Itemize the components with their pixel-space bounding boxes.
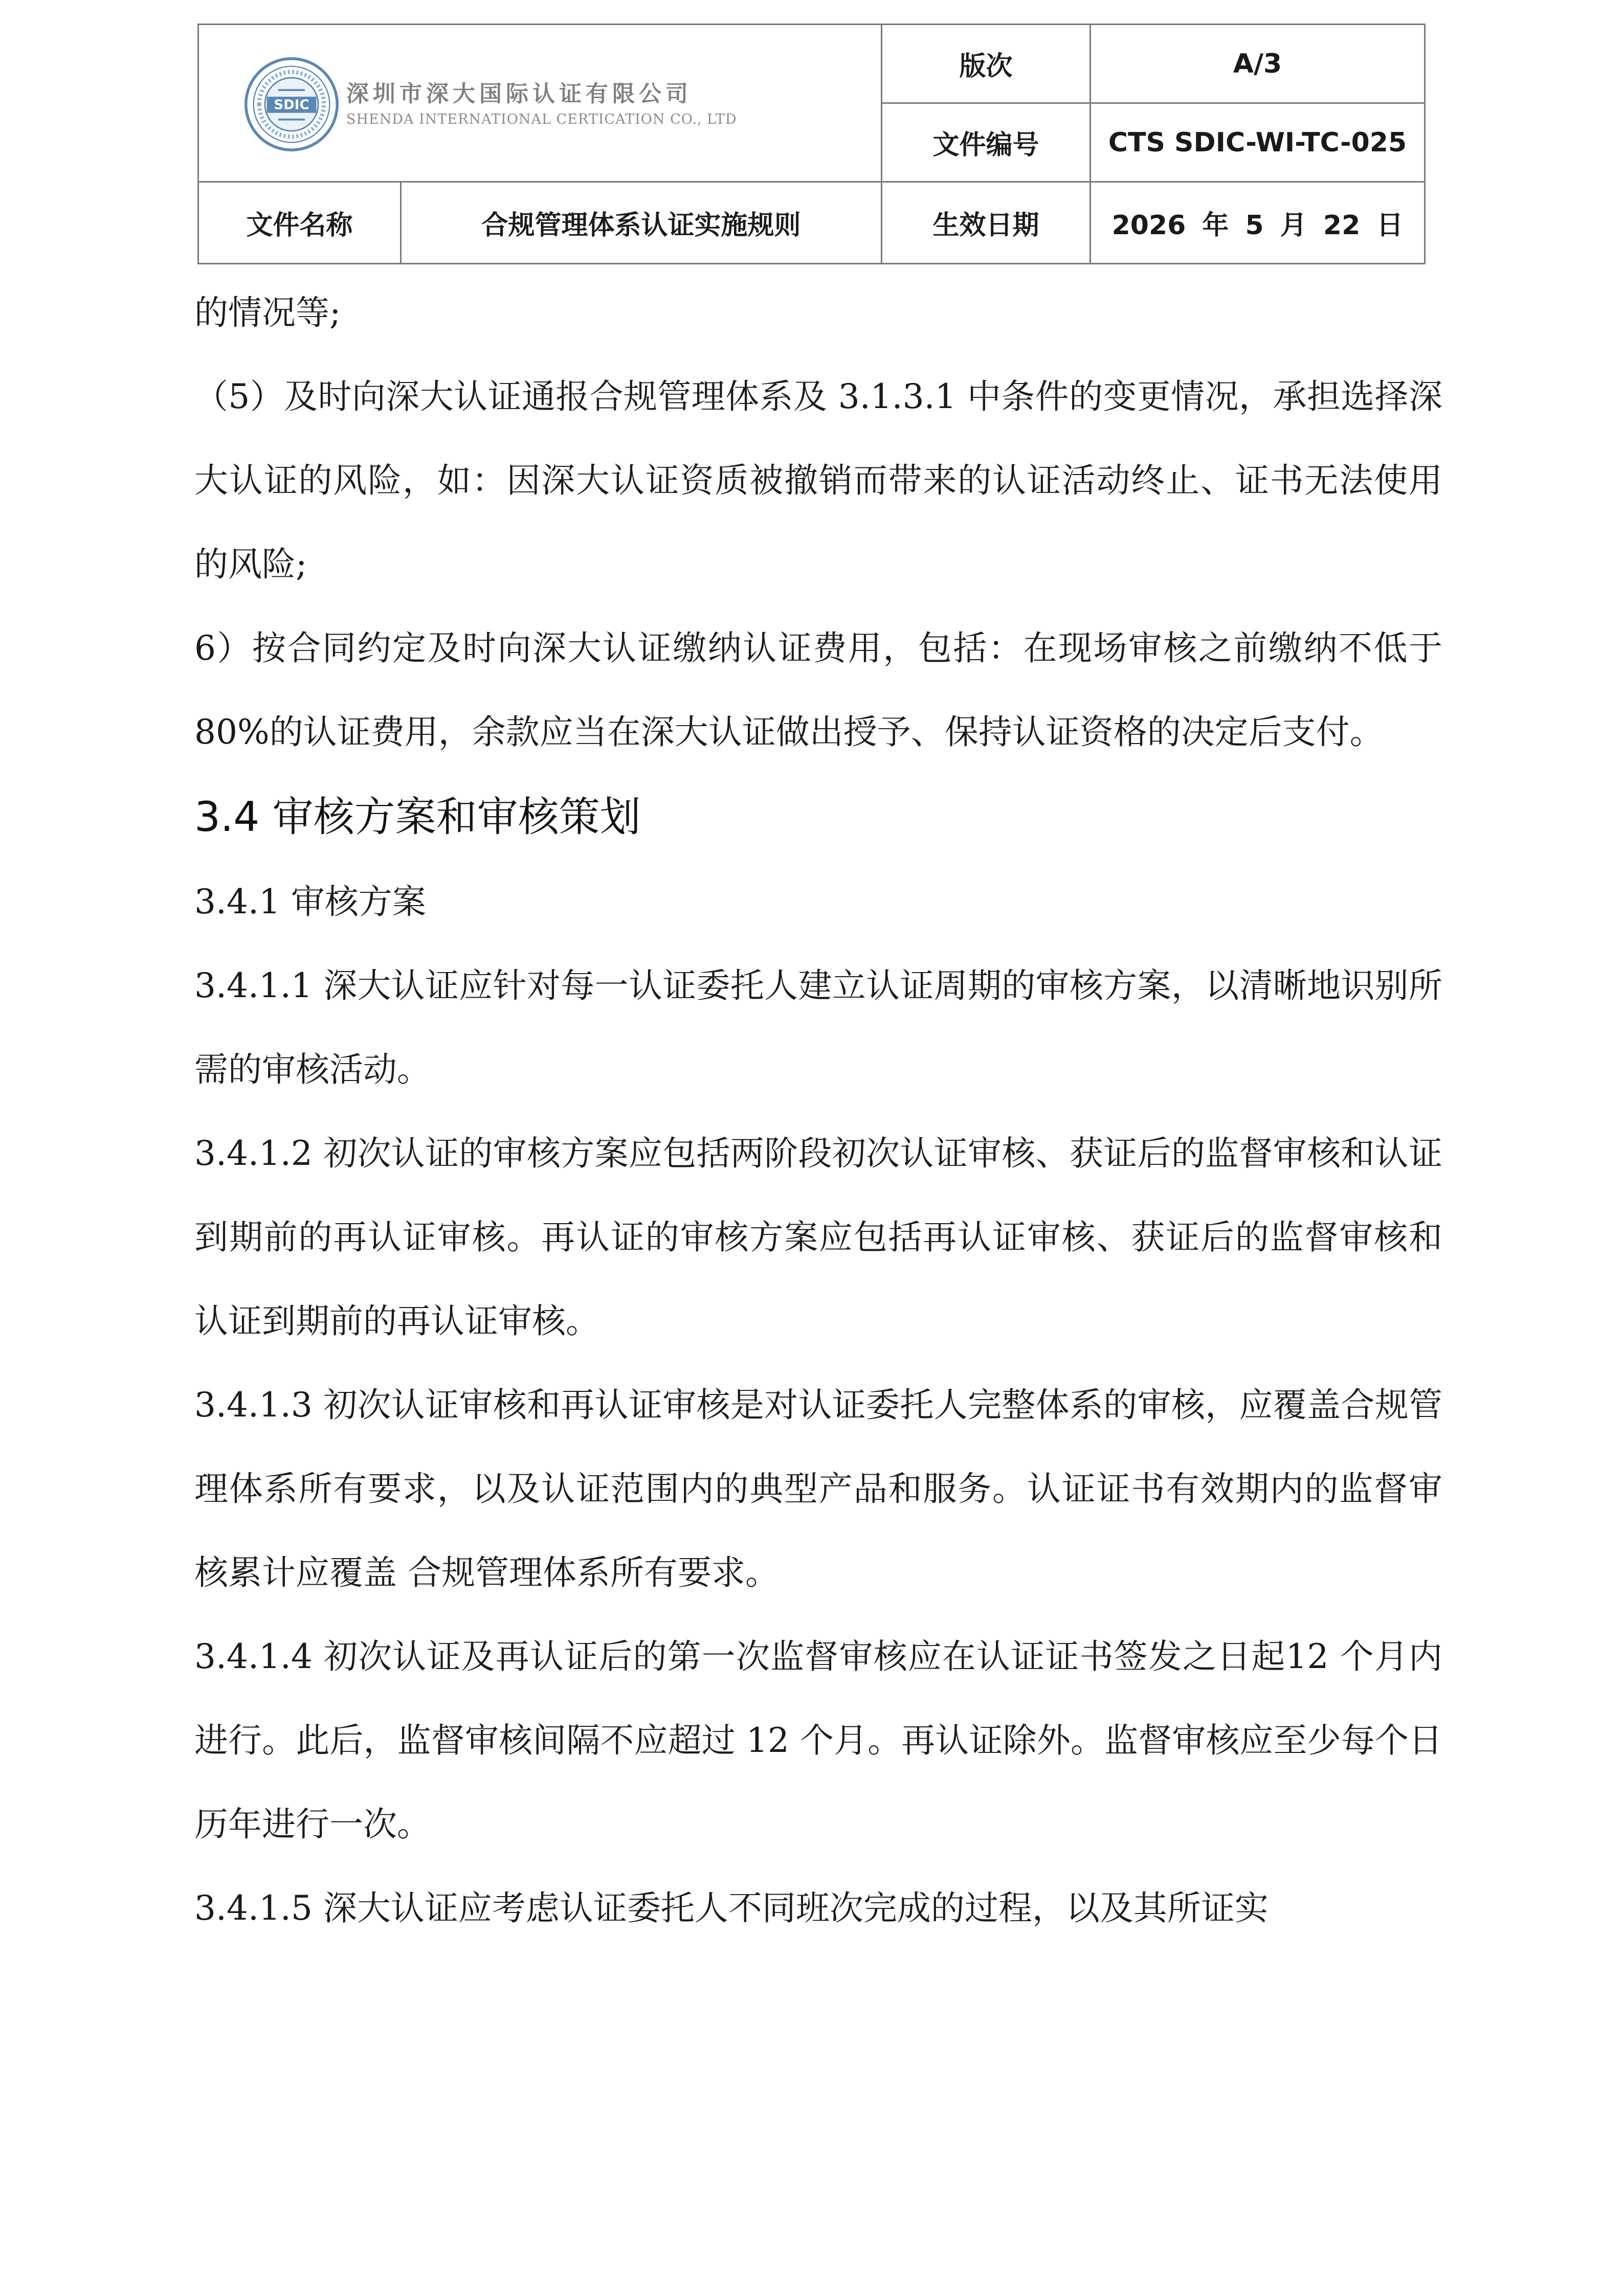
- svg-text:SDIC: SDIC: [274, 97, 309, 113]
- clause-paragraph: 3.4.1.5 深大认证应考虑认证委托人不同班次完成的过程，以及其所证实: [194, 1888, 1269, 1928]
- clause-paragraph: 3.4.1.2 初次认证的审核方案应包括两阶段初次认证审核、获证后的监督审核和认证到期前的再认证审核。再认证的审核方案应包括再认证审核、获证后的监督审核和认证到期前的再认证审核。: [194, 1134, 1442, 1341]
- body-paragraph: 的情况等;: [194, 293, 341, 332]
- version-label: 版次: [882, 25, 1091, 103]
- body-paragraph: 6）按合同约定及时向深大认证缴纳认证费用，包括：在现场审核之前缴纳不低于 80%的认证费用，余款应当在深大认证做出授予、保持认证资格的决定后支付。: [194, 628, 1442, 752]
- doc-number-label: 文件编号: [882, 103, 1091, 182]
- body-paragraph: （5）及时向深大认证通报合规管理体系及 3.1.3.1 中条件的变更情况，承担选择深大认证的风险，如：因深大认证资质被撤销而带来的认证活动终止、证书无法使用的风险;: [194, 377, 1442, 584]
- company-logo: [244, 57, 737, 152]
- company-name-en: SHENDA INTERNATIONAL CERTICATION CO., LTD: [346, 111, 737, 127]
- doc-number-value: CTS SDIC-WI-TC-025: [1091, 103, 1425, 182]
- document-header-table: [197, 24, 1426, 264]
- company-logo-cell: [198, 25, 882, 182]
- version-value: A/3: [1091, 25, 1425, 103]
- clause-paragraph: 3.4.1.3 初次认证审核和再认证审核是对认证委托人完整体系的审核，应覆盖合规管理体系所有要求，以及认证范围内的典型产品和服务。认证证书有效期内的监督审核累计应覆盖 合规管理体系所有要求。: [194, 1385, 1442, 1592]
- company-name-cn: 深圳市深大国际认证有限公司: [346, 81, 692, 107]
- document-body: [194, 271, 1442, 1950]
- effective-date-label: 生效日期: [882, 182, 1091, 264]
- doc-name-value: 合规管理体系认证实施规则: [401, 182, 882, 264]
- clause-paragraph: 3.4.1.1 深大认证应针对每一认证委托人建立认证周期的审核方案，以清晰地识别所需的审核活动。: [194, 966, 1442, 1089]
- effective-date-value: 2026 年 5 月 22 日: [1091, 182, 1425, 264]
- clause-paragraph: 3.4.1.4 初次认证及再认证后的第一次监督审核应在认证证书签发之日起12 个月内进行。此后，监督审核间隔不应超过 12 个月。再认证除外。监督审核应至少每个日历年进行一次。: [194, 1637, 1442, 1844]
- doc-name-label: 文件名称: [198, 182, 401, 264]
- sub-heading: 3.4.1 审核方案: [194, 882, 426, 921]
- section-heading: 3.4 审核方案和审核策划: [194, 793, 641, 841]
- company-seal-icon: [244, 57, 339, 152]
